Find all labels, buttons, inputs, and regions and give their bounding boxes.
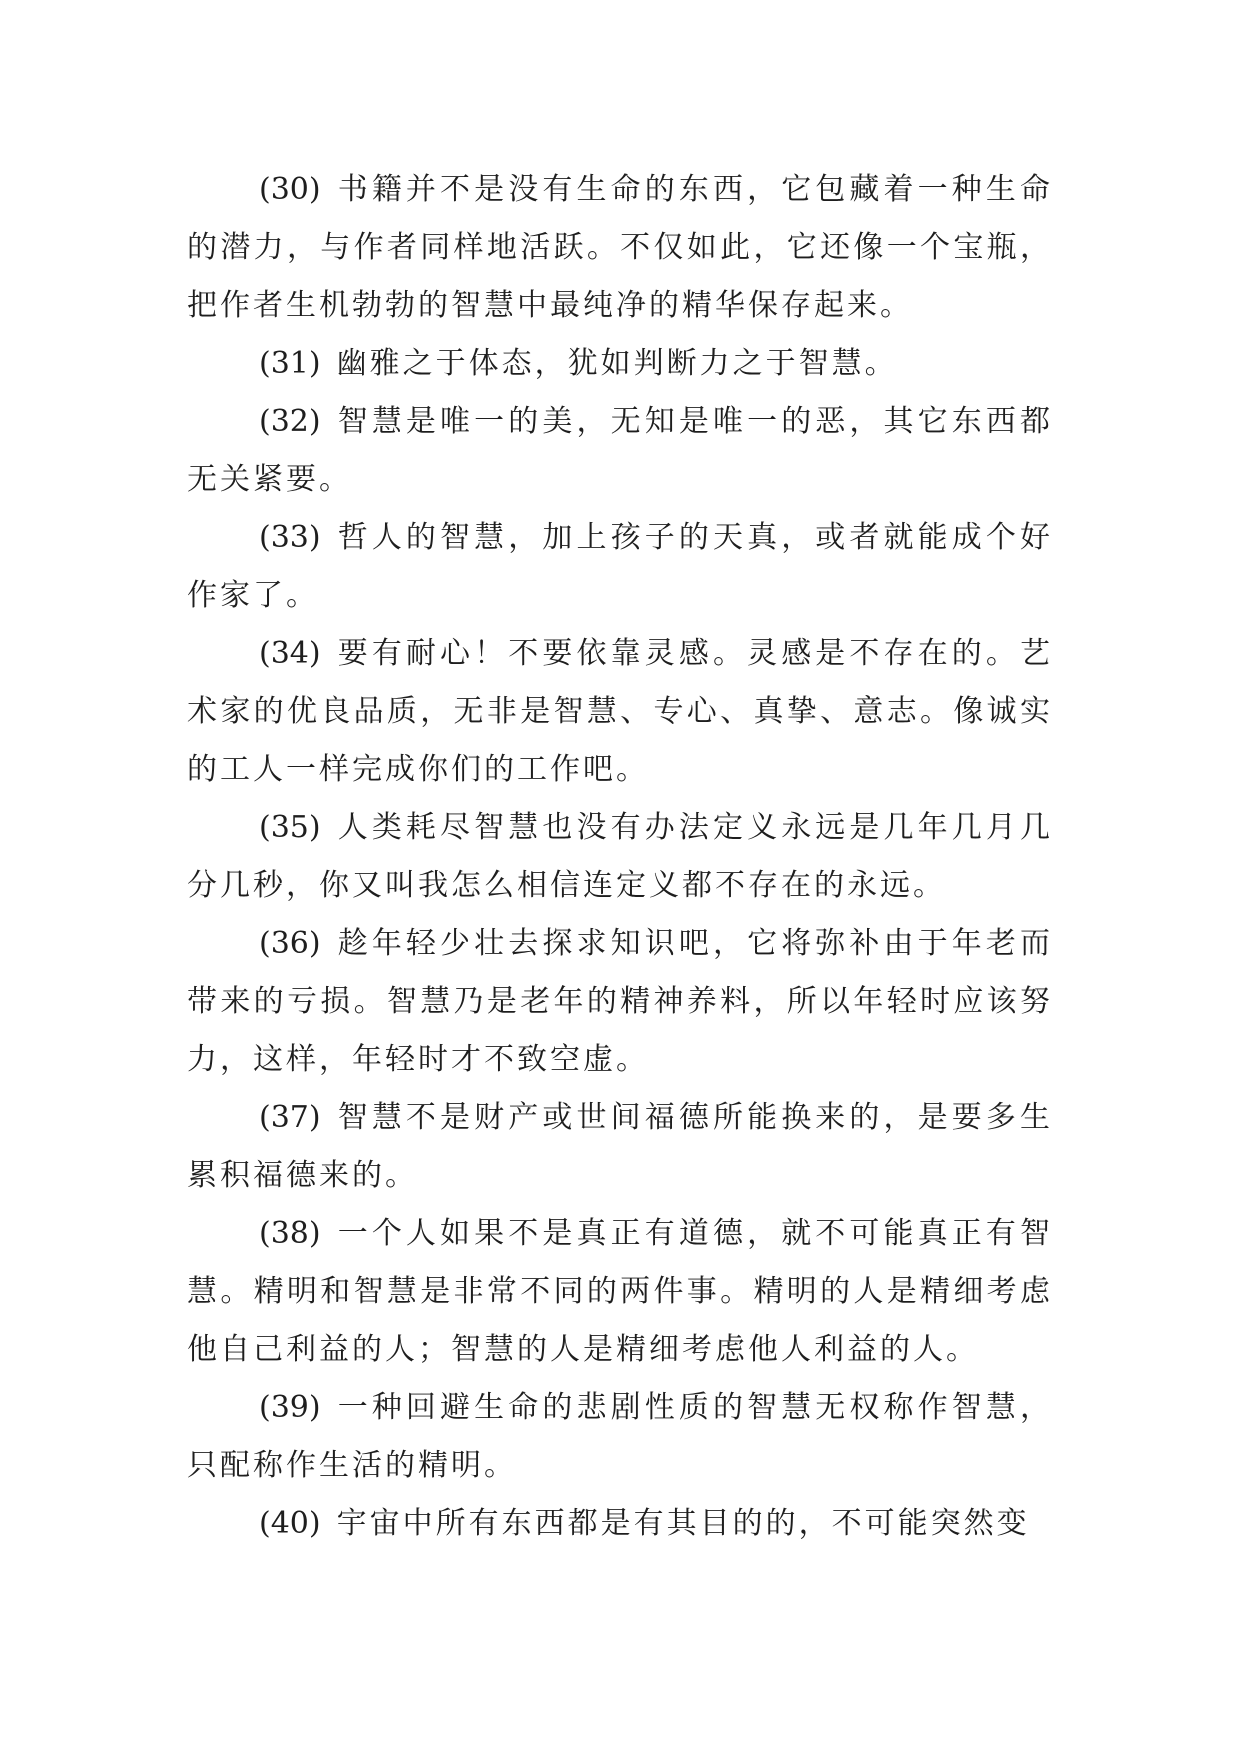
- quote-number: (33): [259, 520, 321, 555]
- quote-paragraph-35: [187, 799, 1053, 915]
- quote-text: 宇宙中所有东西都是有其目的的，不可能突然变: [336, 1506, 1030, 1541]
- quote-number: (36): [259, 926, 321, 961]
- quote-paragraph-32: [187, 393, 1053, 509]
- quote-paragraph-40: [187, 1495, 1053, 1553]
- quote-paragraph-37: [187, 1089, 1053, 1205]
- quotes-body: [187, 161, 1053, 1553]
- quote-text: 一个人如果不是真正有道德，就不可能真正有智慧。精明和智慧是非常不同的两件事。精明的人是精细考虑他自己利益的人；智慧的人是精细考虑他人利益的人。: [187, 1216, 1053, 1367]
- quote-text: 要有耐心！不要依靠灵感。灵感是不存在的。艺术家的优良品质，无非是智慧、专心、真挚、意志。像诚实的工人一样完成你们的工作吧。: [187, 636, 1053, 787]
- quote-number: (38): [259, 1216, 321, 1251]
- quote-text: 趁年轻少壮去探求知识吧，它将弥补由于年老而带来的亏损。智慧乃是老年的精神养料，所以年轻时应该努力，这样，年轻时才不致空虚。: [187, 926, 1053, 1077]
- quote-number: (35): [259, 810, 321, 845]
- quote-text: 哲人的智慧，加上孩子的天真，或者就能成个好作家了。: [187, 520, 1053, 613]
- quote-text: 一种回避生命的悲剧性质的智慧无权称作智慧，只配称作生活的精明。: [187, 1390, 1053, 1483]
- quote-text: 智慧不是财产或世间福德所能换来的，是要多生累积福德来的。: [187, 1100, 1053, 1193]
- quote-paragraph-30: [187, 161, 1053, 335]
- quote-paragraph-39: [187, 1379, 1053, 1495]
- quote-paragraph-36: [187, 915, 1053, 1089]
- quote-number: (30): [259, 172, 321, 207]
- quote-text: 幽雅之于体态，犹如判断力之于智慧。: [336, 346, 898, 381]
- quote-number: (34): [259, 636, 321, 671]
- quote-number: (31): [259, 346, 321, 381]
- quote-paragraph-34: [187, 625, 1053, 799]
- quote-text: 智慧是唯一的美，无知是唯一的恶，其它东西都无关紧要。: [187, 404, 1053, 497]
- quote-text: 人类耗尽智慧也没有办法定义永远是几年几月几分几秒，你又叫我怎么相信连定义都不存在的永远。: [187, 810, 1053, 903]
- quote-paragraph-31: [187, 335, 1053, 393]
- quote-text: 书籍并不是没有生命的东西，它包藏着一种生命的潜力，与作者同样地活跃。不仅如此，它还像一个宝瓶，把作者生机勃勃的智慧中最纯净的精华保存起来。: [187, 172, 1053, 323]
- quote-number: (37): [259, 1100, 321, 1135]
- quote-number: (40): [259, 1506, 321, 1541]
- quote-number: (39): [259, 1390, 321, 1425]
- quote-paragraph-38: [187, 1205, 1053, 1379]
- quote-paragraph-33: [187, 509, 1053, 625]
- quote-number: (32): [259, 404, 321, 439]
